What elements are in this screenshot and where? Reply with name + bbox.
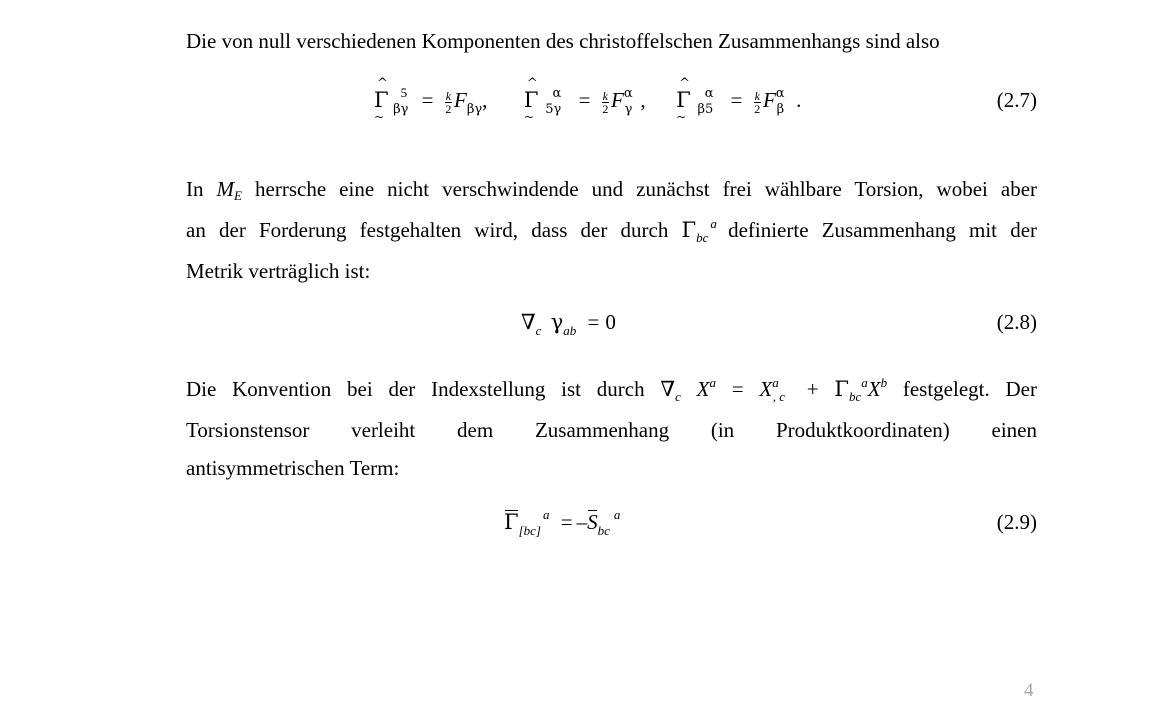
- equation-number-2-8: (2.8): [996, 310, 1037, 334]
- index-lower-2: 5γ: [545, 102, 562, 117]
- equation-2-9: [186, 507, 1037, 544]
- comma-2: ,: [640, 88, 646, 112]
- field-f-1: F: [454, 88, 467, 112]
- metric-index: ab: [563, 323, 577, 338]
- equals-3: =: [730, 88, 743, 112]
- inline-gamma-lower: bc: [696, 230, 709, 245]
- paragraph-intro: [186, 22, 1037, 60]
- fraction-1: $\frac{k}{2}$: [445, 88, 452, 116]
- metric-gamma: γ: [550, 310, 564, 334]
- paragraph-intro-text: Die von null verschiedenen Komponenten des christoffelschen Zusammenhangs sind also: [186, 29, 940, 53]
- manifold-symbol: M: [216, 177, 235, 201]
- field-f-3: F: [762, 88, 776, 112]
- inline-x-1: X: [696, 377, 710, 401]
- torsion-s-lower: bc: [597, 523, 610, 538]
- index-rhs-upper-3: α: [775, 86, 785, 101]
- torsion-gamma-upper: a: [542, 507, 550, 522]
- torsion-gamma: Γ: [504, 510, 519, 534]
- zero-value: 0: [605, 310, 616, 334]
- nabla-index: c: [535, 323, 542, 338]
- paragraph-convention-line-2: Torsionstensor verleiht dem Zusammenhang (in Produktkoordinaten) einen: [186, 418, 1037, 442]
- index-upper-1: 5: [400, 85, 408, 100]
- index-lower-1: βγ: [393, 102, 409, 117]
- nabla-symbol: ∇: [521, 310, 536, 334]
- christoffel-symbol-2: ^ Γ ~: [524, 88, 539, 112]
- paragraph-torsion: [186, 170, 1037, 290]
- index-rhs-upper-2: α: [623, 86, 633, 101]
- index-lower-3: β5: [697, 102, 714, 117]
- paragraph-torsion-line-1: In ME herrsche eine nicht verschwindende und zunächst frei wählbare Torsion, wobei aber: [186, 170, 1037, 211]
- manifold-subscript: E: [234, 188, 242, 203]
- index-rhs-lower-1: βγ: [466, 102, 483, 117]
- fraction-3: $\frac{k}{2}$: [754, 88, 761, 116]
- torsion-s: S: [587, 510, 598, 534]
- inline-x-2: X: [759, 377, 773, 401]
- equals-4: =: [587, 310, 600, 334]
- index-upper-3: α: [704, 86, 714, 101]
- period-1: .: [796, 88, 802, 112]
- inline-nabla: ∇: [660, 377, 676, 401]
- torsion-s-upper: a: [613, 507, 621, 522]
- comma-1: ,: [482, 88, 488, 112]
- inline-gamma-2: Γ: [834, 377, 849, 401]
- equation-2-7-body: [374, 85, 802, 117]
- index-upper-2: α: [552, 86, 562, 101]
- equation-2-7: [186, 85, 1037, 122]
- inline-x-3: X: [867, 377, 881, 401]
- christoffel-symbol-3: ^ Γ ~: [676, 88, 691, 112]
- field-f-2: F: [611, 88, 624, 112]
- paragraph-torsion-line-3: Metrik verträglich ist:: [186, 259, 371, 283]
- equals-2: =: [578, 88, 591, 112]
- index-rhs-lower-3: β: [776, 102, 785, 117]
- christoffel-symbol-1: ^ Γ ~: [374, 88, 389, 112]
- paragraph-torsion-line-2: an der Forderung festgehalten wird, dass der durch Γbca definierte Zusammenhang mit der: [186, 211, 1037, 252]
- torsion-gamma-lower: [bc]: [518, 523, 541, 538]
- paragraph-convention-line-3: antisymmetrischen Term:: [186, 456, 400, 480]
- equation-number-2-9: (2.9): [996, 510, 1037, 534]
- minus-sign: –: [576, 510, 588, 534]
- equation-2-8: [186, 310, 1037, 344]
- inline-gamma: Γ: [681, 218, 697, 242]
- equation-number-2-7: (2.7): [996, 88, 1037, 112]
- paragraph-convention-line-1: Die Konvention bei der Indexstellung ist durch ∇c Xa = Xa, c + ΓbcaXb festgelegt. Der: [186, 375, 1037, 404]
- fraction-2: $\frac{k}{2}$: [602, 88, 609, 116]
- equals-5: =: [560, 510, 573, 534]
- page-number: 4: [1024, 680, 1034, 701]
- equals-1: =: [421, 88, 434, 112]
- equation-2-9-body: [504, 507, 621, 538]
- inline-gamma-upper: a: [710, 216, 717, 231]
- index-rhs-lower-2: γ: [624, 102, 633, 117]
- paragraph-convention: [186, 370, 1037, 487]
- equation-2-8-body: [521, 310, 616, 338]
